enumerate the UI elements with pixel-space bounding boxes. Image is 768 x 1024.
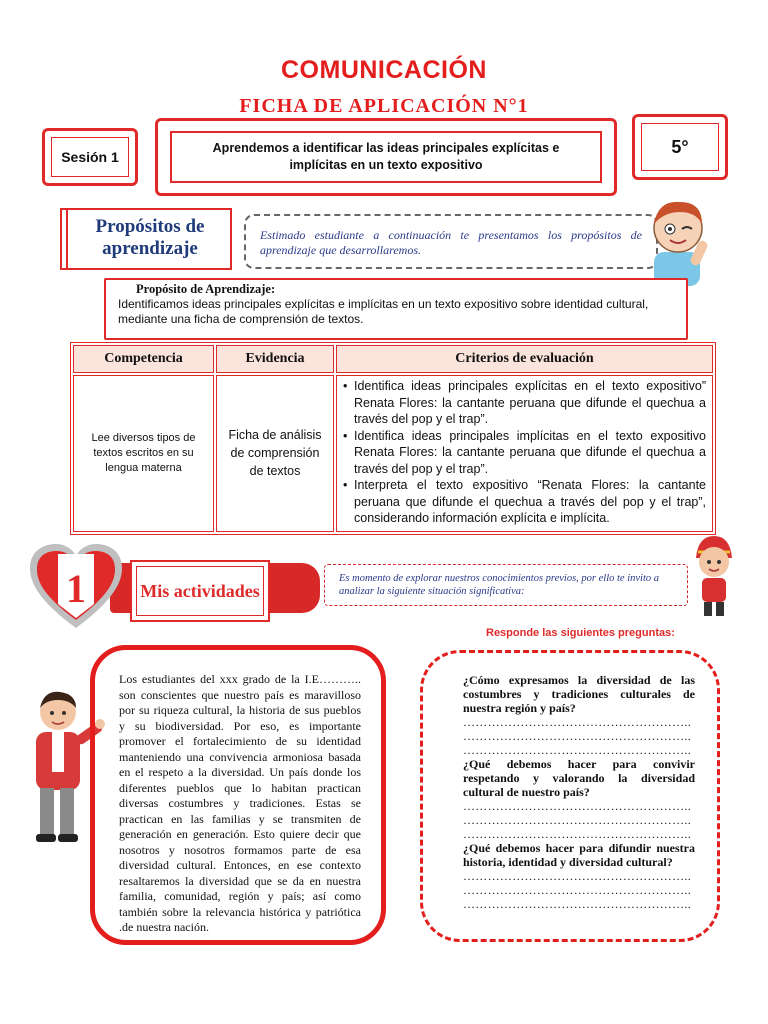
answer-line[interactable]: ……………………………………………….. <box>463 743 691 757</box>
evidence-cell: Ficha de análisis de comprensión de textos <box>216 375 334 532</box>
purposes-heading-box <box>60 208 232 270</box>
table-header-row <box>73 345 713 373</box>
purposes-intro-note: Estimado estudiante a continuación te presentamos los propósitos de aprendizaje que desarrollaremos. <box>244 214 658 269</box>
competence-cell: Lee diversos tipos de textos escritos en su lengua materna <box>73 375 214 532</box>
grade-box <box>632 114 728 180</box>
answer-line[interactable]: ……………………………………………….. <box>463 827 691 841</box>
learning-purpose-text: Identificamos ideas principales explícitas e implícitas en un texto expositivo sobre identidad cultural, mediante una ficha de comprensión de textos. <box>118 297 649 326</box>
criteria-cell <box>336 375 713 532</box>
learning-purpose-box <box>104 278 688 340</box>
list-item: • Interpreta el texto expositivo “Renata Flores: la cantante peruana que difunde el quechua a través del pop y el trap”, considerando información explícita e implícita. <box>343 477 706 527</box>
table-header-cell: Criterios de evaluación <box>336 345 713 373</box>
answer-line[interactable]: ……………………………………………….. <box>463 869 691 883</box>
grade-label: 5° <box>641 123 719 171</box>
answer-line[interactable]: ……………………………………………….. <box>463 715 691 729</box>
worksheet-subtitle: FICHA DE APLICACIÓN N°1 <box>239 95 529 117</box>
heart-number-icon <box>28 542 124 632</box>
activities-label: Mis actividades <box>136 566 264 616</box>
criteria-table <box>70 342 716 535</box>
question-1: ¿Cómo expresamos la diversidad de las costumbres y tradiciones culturales de nuestra región y país? <box>463 673 695 715</box>
answer-line[interactable]: ……………………………………………….. <box>463 729 691 743</box>
section-number: 1 <box>66 566 86 611</box>
answer-line[interactable]: ……………………………………………….. <box>463 897 691 911</box>
table-header-cell: Evidencia <box>216 345 334 373</box>
session-label: Sesión 1 <box>51 137 129 177</box>
answer-line[interactable]: ……………………………………………….. <box>463 799 691 813</box>
explore-note: Es momento de explorar nuestros conocimientos previos, por ello te invito a analizar la siguiente situación significativa: <box>324 564 688 606</box>
question-2: ¿Qué debemos hacer para convivir respetando y valorando la diversidad cultural de nuestro país? <box>463 757 695 799</box>
page-title: COMUNICACIÓN <box>281 56 487 84</box>
question-3: ¿Qué debemos hacer para difundir nuestra historia, identidad y diversidad cultural? <box>463 841 695 869</box>
list-item: • Identifica ideas principales explícitas en el texto expositivo” Renata Flores: la cantante peruana que difunde el quechua a través del pop y el trap”. <box>343 378 706 428</box>
session-box <box>42 128 138 186</box>
questions-instruction: Responde las siguientes preguntas: <box>486 627 675 639</box>
table-header-cell: Competencia <box>73 345 214 373</box>
table-row <box>73 375 713 532</box>
situation-reading-box: Los estudiantes del xxx grado de la I.E……….. son conscientes que nuestro país es maravilloso por su riqueza cultural, la historia de sus pueblos y su biodiversidad. Por eso, es importante promover el fortalecimiento de su identidad manteniendo una convivencia armoniosa basada en el respeto a la diversidad. Un país donde los diferentes pueblos que lo habitan practican diversas costumbres y tradiciones. Estas se practican en las familias y se transmiten de generación en generación. Esto quiere decir que nosotros y nosotros formamos parte de esa diversidad cultural. Entonces, en ese contexto resaltaremos la diversidad que se da en nuestra familia, comunidad, región y país; así como también sobre la relevancia histórica y patriótica .de nuestra nación. <box>90 645 386 945</box>
boy-character-icon <box>640 194 718 286</box>
list-item: • Identifica ideas principales implícitas en el texto expositivo Renata Flores: la cantante peruana que difunde el quechua a través del pop y el trap”. <box>343 428 706 478</box>
activities-label-box <box>130 560 270 622</box>
questions-box <box>420 650 720 942</box>
answer-line[interactable]: ……………………………………………….. <box>463 883 691 897</box>
answer-line[interactable]: ……………………………………………….. <box>463 813 691 827</box>
theme-text: Aprendemos a identificar las ideas principales explícitas e implícitas en un texto expositivo <box>170 131 602 183</box>
heading-border-decoration <box>66 210 70 268</box>
criteria-list <box>343 378 706 527</box>
learning-purpose-title: Propósito de Aprendizaje: <box>136 282 276 296</box>
andean-child-icon <box>688 532 738 620</box>
purposes-heading: Propósitos de aprendizaje <box>95 216 205 259</box>
theme-box <box>155 118 617 196</box>
